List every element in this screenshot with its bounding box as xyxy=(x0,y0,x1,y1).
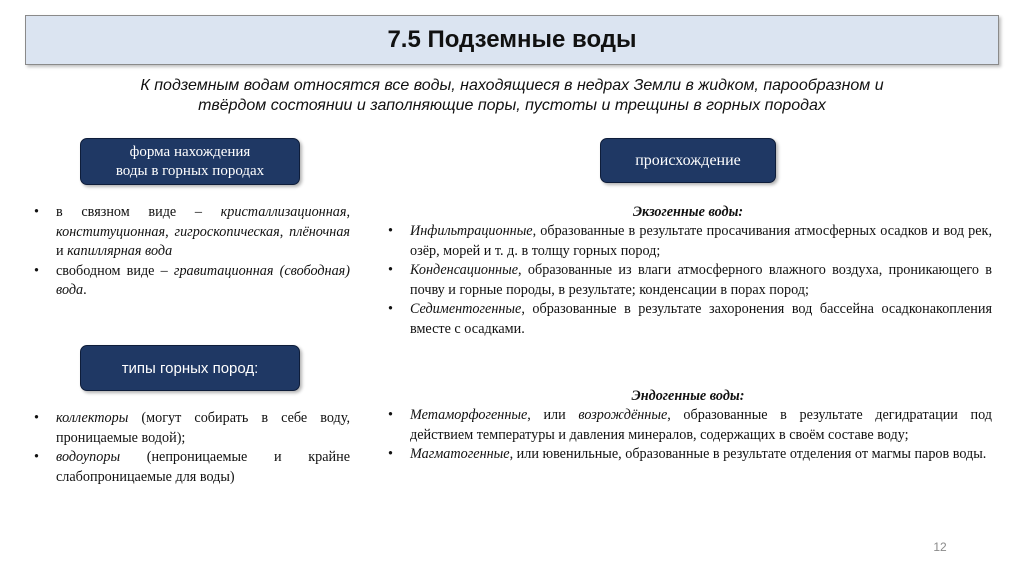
page-number: 12 xyxy=(933,540,947,554)
rock-box-label: типы горных пород: xyxy=(121,359,259,377)
bullet-icon: • xyxy=(34,410,39,426)
rock-types-box xyxy=(80,345,300,391)
bullet-icon: • xyxy=(34,449,39,465)
list-item: • Магматогенные, или ювенильные, образованные в результате отделения от магмы паров воды. xyxy=(384,445,992,465)
origin-box-label: происхождение xyxy=(635,151,741,169)
list-item: • коллекторы (могут собирать в себе воду, проницаемые водой); xyxy=(34,410,350,446)
exogenous-heading: Экзогенные воды: xyxy=(632,204,744,220)
bullet-icon: • xyxy=(388,407,393,423)
list-item: • в связном виде – кристаллизационная, конституционная, гигроскопическая, плёночная и капиллярная вода xyxy=(34,204,351,259)
intro-line-1: К подземным водам относятся все воды, находящиеся в недрах Земли в жидком, парообразном и xyxy=(140,77,884,94)
list-item: • свободном виде – гравитационная (свободная) вода. xyxy=(34,262,350,298)
list-item: • Метаморфогенные, или возрождённые, образованные в результате дегидратации под действием температуры и давления минералов, содержащих в своём составе воду; xyxy=(388,407,993,443)
endogenous-list xyxy=(384,406,992,465)
endogenous-heading: Эндогенные воды: xyxy=(631,388,745,404)
intro-text xyxy=(40,76,984,116)
origin-box xyxy=(600,138,776,183)
form-box-line-1: форма нахождения xyxy=(129,143,251,160)
form-box-line-2: воды в горных породах xyxy=(115,162,265,179)
rock-types-list xyxy=(30,409,350,487)
list-item: • Конденсационные, образованные из влаги атмосферного влажного воздуха, проникающего в почву и горные породы, в результате; конденсации в порах пород; xyxy=(388,262,992,298)
bullet-icon: • xyxy=(34,204,39,220)
slide-title: 7.5 Подземные воды xyxy=(387,26,637,53)
bullet-icon: • xyxy=(34,262,39,279)
bullet-icon: • xyxy=(388,223,393,239)
list-item: • водоупоры (непроницаемые и крайне слабопроницаемые для воды) xyxy=(34,449,350,485)
bullet-icon: • xyxy=(388,301,393,317)
bullet-icon: • xyxy=(388,446,393,462)
list-item: • Седиментогенные, образованные в результате захоронения вод бассейна осадконакопления вместе с осадками. xyxy=(388,301,992,337)
exogenous-list xyxy=(384,222,992,339)
bullet-icon: • xyxy=(388,262,393,278)
form-of-water-list xyxy=(30,203,350,301)
form-of-water-box xyxy=(80,138,300,185)
list-item: • Инфильтрационные, образованные в результате просачивания атмосферных осадков и вод рек, озёр, морей и т. д. в толщу горных пород; xyxy=(388,223,992,259)
intro-line-2: твёрдом состоянии и заполняющие поры, пустоты и трещины в горных породах xyxy=(198,97,826,114)
slide-title-bar xyxy=(25,15,999,65)
